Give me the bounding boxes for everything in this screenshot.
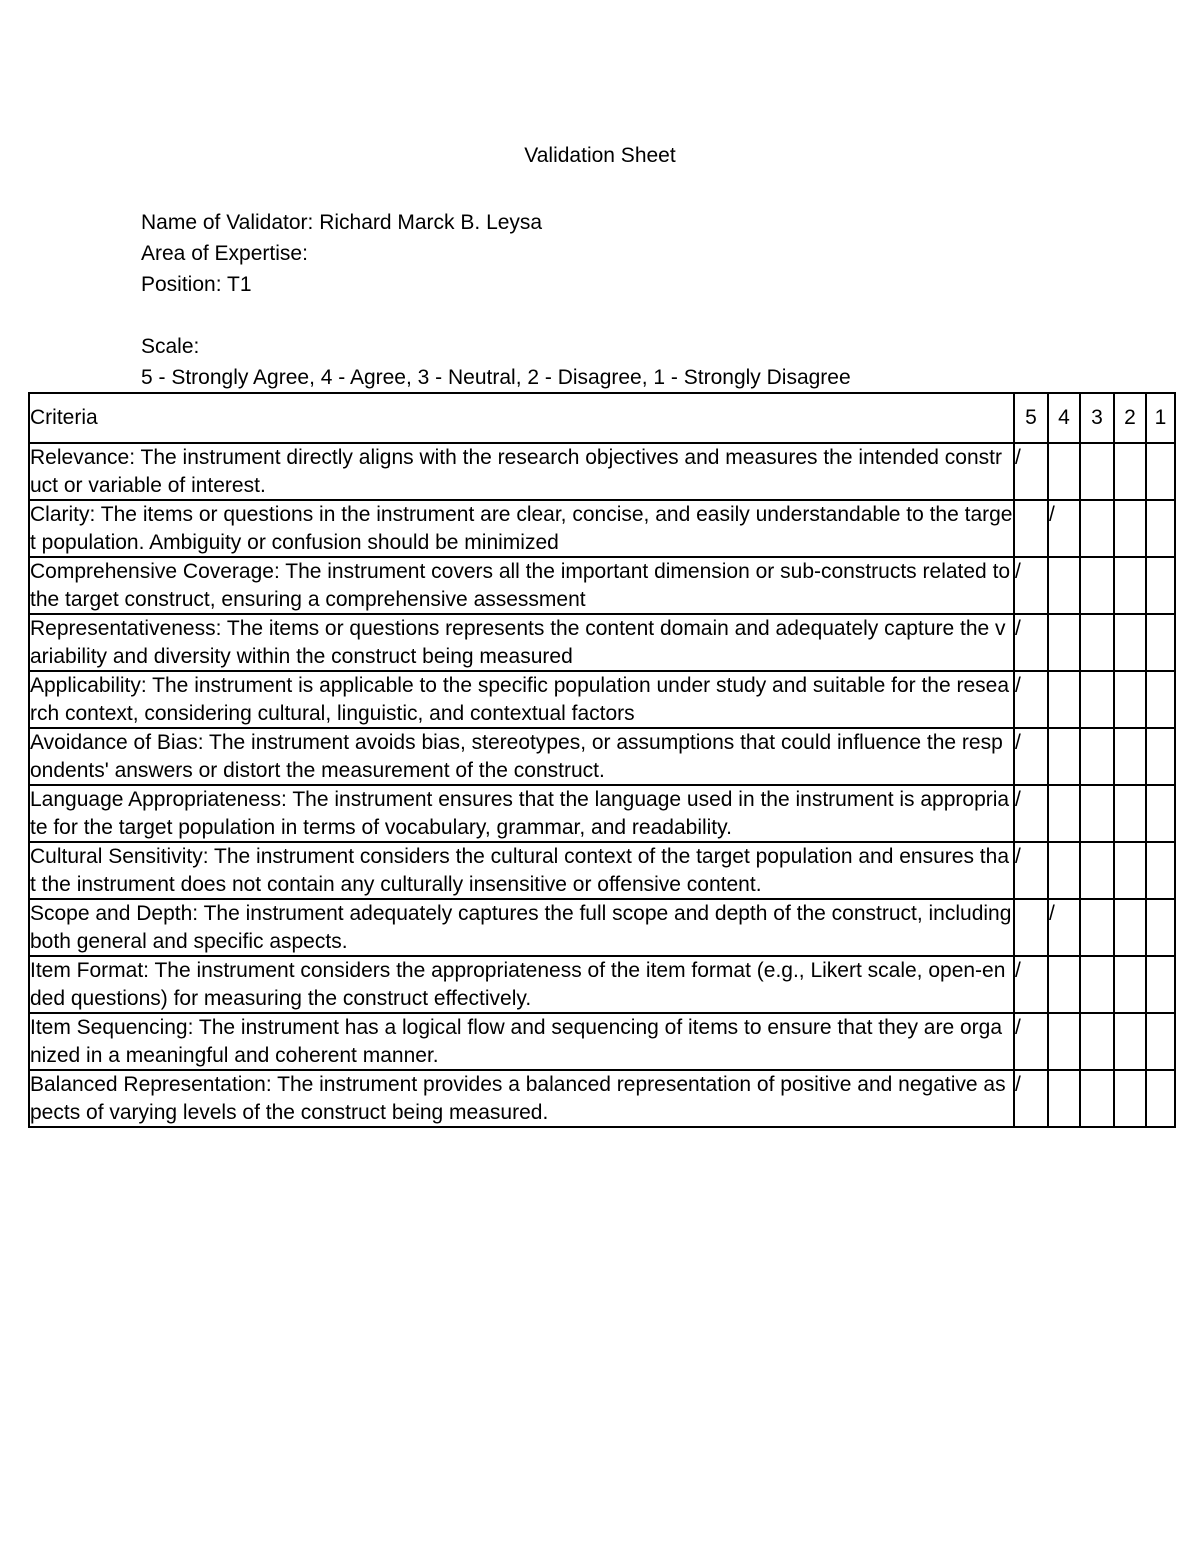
page-title: Validation Sheet xyxy=(524,144,676,167)
rating-cell-3 xyxy=(1080,1013,1114,1070)
table-row xyxy=(29,728,1175,785)
rating-cell-4 xyxy=(1048,557,1080,614)
table-row xyxy=(29,842,1175,899)
rating-cell-3 xyxy=(1080,671,1114,728)
table-row xyxy=(29,500,1175,557)
rating-cell-4 xyxy=(1048,728,1080,785)
rating-cell-5: / xyxy=(1014,956,1048,1013)
rating-cell-1 xyxy=(1146,671,1175,728)
rating-cell-4: / xyxy=(1048,500,1080,557)
rating-cell-4 xyxy=(1048,614,1080,671)
table-row xyxy=(29,1070,1175,1127)
rating-cell-1 xyxy=(1146,899,1175,956)
rating-cell-3 xyxy=(1080,500,1114,557)
rating-cell-5: / xyxy=(1014,842,1048,899)
scale-legend: 5 - Strongly Agree, 4 - Agree, 3 - Neutral, 2 - Disagree, 1 - Strongly Disagree xyxy=(141,366,851,389)
rating-cell-1 xyxy=(1146,614,1175,671)
area-of-expertise: Area of Expertise: xyxy=(141,242,308,265)
rating-cell-1 xyxy=(1146,1013,1175,1070)
table-row xyxy=(29,671,1175,728)
table-row xyxy=(29,557,1175,614)
rating-cell-1 xyxy=(1146,557,1175,614)
rating-cell-5: / xyxy=(1014,1070,1048,1127)
rating-cell-4 xyxy=(1048,1070,1080,1127)
rating-cell-1 xyxy=(1146,842,1175,899)
validation-table xyxy=(28,392,1176,1128)
rating-cell-1 xyxy=(1146,500,1175,557)
rating-cell-2 xyxy=(1114,1013,1146,1070)
rating-cell-4: / xyxy=(1048,899,1080,956)
rating-cell-5: / xyxy=(1014,728,1048,785)
rating-cell-2 xyxy=(1114,956,1146,1013)
rating-cell-2 xyxy=(1114,614,1146,671)
rating-cell-5 xyxy=(1014,500,1048,557)
table-row xyxy=(29,899,1175,956)
rating-cell-5: / xyxy=(1014,671,1048,728)
criterion-text: Item Format: The instrument considers the appropriateness of the item format (e.g., Likert scale, open-ended questions) for measuring the construct effectively. xyxy=(29,956,1014,1013)
rating-cell-2 xyxy=(1114,557,1146,614)
rating-cell-2 xyxy=(1114,842,1146,899)
rating-cell-4 xyxy=(1048,842,1080,899)
table-row xyxy=(29,443,1175,500)
rating-cell-1 xyxy=(1146,728,1175,785)
rating-cell-1 xyxy=(1146,443,1175,500)
table-header-row xyxy=(29,393,1175,443)
rating-cell-3 xyxy=(1080,956,1114,1013)
scale-3-header: 3 xyxy=(1080,393,1114,443)
rating-cell-2 xyxy=(1114,500,1146,557)
rating-cell-3 xyxy=(1080,614,1114,671)
validator-info xyxy=(141,207,851,393)
rating-cell-5 xyxy=(1014,899,1048,956)
criterion-text: Applicability: The instrument is applicable to the specific population under study and suitable for the research context, considering cultural, linguistic, and contextual factors xyxy=(29,671,1014,728)
rating-cell-4 xyxy=(1048,671,1080,728)
rating-cell-4 xyxy=(1048,956,1080,1013)
criterion-text: Avoidance of Bias: The instrument avoids bias, stereotypes, or assumptions that could influence the respondents' answers or distort the measurement of the construct. xyxy=(29,728,1014,785)
criterion-text: Language Appropriateness: The instrument ensures that the language used in the instrument is appropriate for the target population in terms of vocabulary, grammar, and readability. xyxy=(29,785,1014,842)
criterion-text: Relevance: The instrument directly aligns with the research objectives and measures the intended construct or variable of interest. xyxy=(29,443,1014,500)
rating-cell-5: / xyxy=(1014,614,1048,671)
rating-cell-1 xyxy=(1146,785,1175,842)
rating-cell-3 xyxy=(1080,557,1114,614)
criterion-text: Item Sequencing: The instrument has a logical flow and sequencing of items to ensure that they are organized in a meaningful and coherent manner. xyxy=(29,1013,1014,1070)
table-row xyxy=(29,1013,1175,1070)
scale-4-header: 4 xyxy=(1048,393,1080,443)
rating-cell-2 xyxy=(1114,785,1146,842)
rating-cell-2 xyxy=(1114,899,1146,956)
rating-cell-3 xyxy=(1080,899,1114,956)
table-row xyxy=(29,956,1175,1013)
table-row xyxy=(29,614,1175,671)
criterion-text: Comprehensive Coverage: The instrument covers all the important dimension or sub-constructs related to the target construct, ensuring a comprehensive assessment xyxy=(29,557,1014,614)
rating-cell-3 xyxy=(1080,785,1114,842)
criteria-header: Criteria xyxy=(29,393,1014,443)
rating-cell-2 xyxy=(1114,1070,1146,1127)
rating-cell-4 xyxy=(1048,785,1080,842)
rating-cell-1 xyxy=(1146,956,1175,1013)
rating-cell-5: / xyxy=(1014,557,1048,614)
criterion-text: Clarity: The items or questions in the instrument are clear, concise, and easily understandable to the target population. Ambiguity or confusion should be minimized xyxy=(29,500,1014,557)
rating-cell-5: / xyxy=(1014,785,1048,842)
criterion-text: Scope and Depth: The instrument adequately captures the full scope and depth of the construct, including both general and specific aspects. xyxy=(29,899,1014,956)
rating-cell-3 xyxy=(1080,443,1114,500)
rating-cell-2 xyxy=(1114,728,1146,785)
rating-cell-2 xyxy=(1114,671,1146,728)
spacer xyxy=(141,300,851,331)
criterion-text: Cultural Sensitivity: The instrument considers the cultural context of the target population and ensures that the instrument does not contain any culturally insensitive or offensive content. xyxy=(29,842,1014,899)
rating-cell-4 xyxy=(1048,443,1080,500)
scale-5-header: 5 xyxy=(1014,393,1048,443)
scale-1-header: 1 xyxy=(1146,393,1175,443)
rating-cell-5: / xyxy=(1014,443,1048,500)
rating-cell-3 xyxy=(1080,1070,1114,1127)
table-row xyxy=(29,785,1175,842)
rating-cell-4 xyxy=(1048,1013,1080,1070)
criterion-text: Balanced Representation: The instrument provides a balanced representation of positive and negative aspects of varying levels of the construct being measured. xyxy=(29,1070,1014,1127)
position: Position: T1 xyxy=(141,273,252,296)
validator-name: Name of Validator: Richard Marck B. Leysa xyxy=(141,211,543,234)
scale-label: Scale: xyxy=(141,335,200,358)
rating-cell-3 xyxy=(1080,842,1114,899)
rating-cell-2 xyxy=(1114,443,1146,500)
rating-cell-5: / xyxy=(1014,1013,1048,1070)
rating-cell-3 xyxy=(1080,728,1114,785)
criterion-text: Representativeness: The items or questions represents the content domain and adequately capture the variability and diversity within the construct being measured xyxy=(29,614,1014,671)
rating-cell-1 xyxy=(1146,1070,1175,1127)
scale-2-header: 2 xyxy=(1114,393,1146,443)
